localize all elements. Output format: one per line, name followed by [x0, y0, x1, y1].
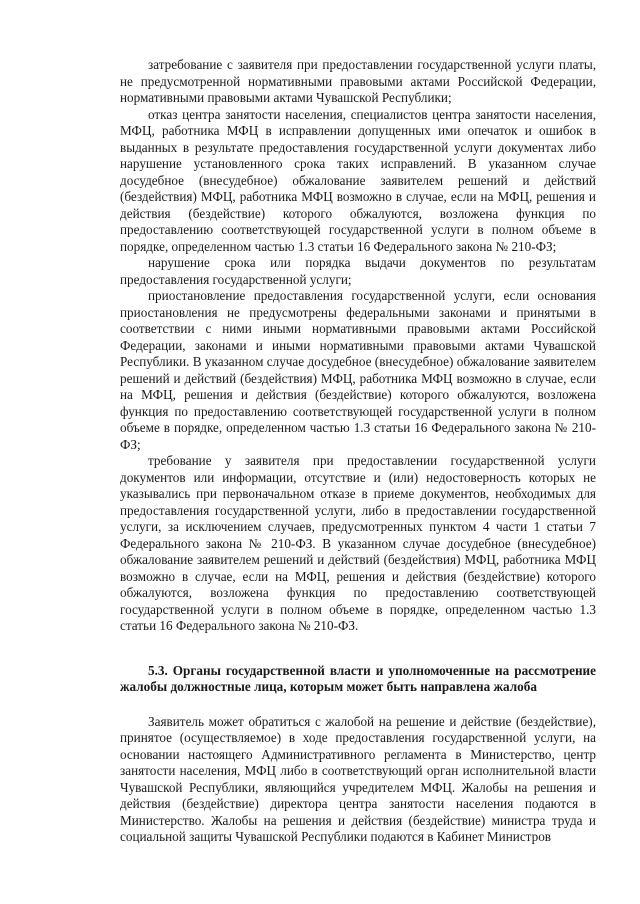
paragraph-complaint-filing: Заявитель может обратиться с жалобой на решение и действие (бездействие), принятое (осуществляемое) в ходе предоставления государственной услуги, на основании настоящего Административного регламента в Министерство, центр занятости населения, МФЦ либо в соответствующий орган исполнительной власти Чувашской Республики, являющийся учредителем МФЦ. Жалобы на решения и действия (бездействие) директора центра занятости населения подаются в Министерство. Жалобы на решения и действия (бездействие) министра труда и социальной защиты Чувашской Республики подаются в Кабинет Министров: [120, 713, 596, 844]
paragraph-deadline-violation: нарушение срока или порядка выдачи документов по результатам предоставления государственной услуги;: [120, 255, 596, 287]
spacer: [120, 696, 596, 714]
paragraph-fee-demand: затребование с заявителя при предоставлении государственной услуги платы, не предусмотренной нормативными правовыми актами Российской Федерации, нормативными правовыми актами Чувашской Республики;: [120, 57, 596, 105]
paragraph-suspension: приостановление предоставления государственной услуги, если основания приостановления не предусмотрены федеральными законами и принятыми в соответствии с ними иными нормативными правовыми актами Российской Федерации, законами и иными нормативными правовыми актами Чувашской Республики. В указанном случае досудебное (внесудебное) обжалование заявителем решений и действий (бездействия) МФЦ, работника МФЦ возможно в случае, если на МФЦ, решения и действия (бездействие) которого обжалуются, возложена функция по предоставлению соответствующей государственной услуги в полном объеме в порядке, определенном частью 1.3 статьи 16 Федерального закона № 210-ФЗ;: [120, 288, 596, 452]
section-heading-5-3: 5.3. Органы государственной власти и уполномоченные на рассмотрение жалобы должностные лица, которым может быть направлена жалоба: [120, 662, 596, 694]
paragraph-document-demand: требование у заявителя при предоставлении государственной услуги документов или информации, отсутствие и (или) недостоверность которых не указывались при первоначальном отказе в приеме документов, необходимых для предоставления государственной услуги, либо в предоставлении государственной услуги, за исключением случаев, предусмотренных пунктом 4 части 1 статьи 7 Федерального закона № 210-ФЗ. В указанном случае досудебное (внесудебное) обжалование заявителем решений и действий (бездействия) МФЦ, работника МФЦ возможно в случае, если на МФЦ, решения и действия (бездействие) которого обжалуются, возложена функция по предоставлению соответствующей государственной услуги в полном объеме в порядке, определенном частью 1.3 статьи 16 Федерального закона № 210-ФЗ.: [120, 453, 596, 633]
paragraph-refusal-correction: отказ центра занятости населения, специалистов центра занятости населения, МФЦ, работника МФЦ в исправлении допущенных ими опечаток и ошибок в выданных в результате предоставления государственной услуги документах либо нарушение установленного срока таких исправлений. В указанном случае досудебное (внесудебное) обжалование заявителем решений и действий (бездействия) МФЦ, работника МФЦ возможно в случае, если на МФЦ, решения и действия (бездействие) которого обжалуются, возложена функция по предоставлению соответствующей государственной услуги в полном объеме в порядке, определенном частью 1.3 статьи 16 Федерального закона № 210-ФЗ;: [120, 106, 596, 254]
document-body: [120, 57, 596, 846]
